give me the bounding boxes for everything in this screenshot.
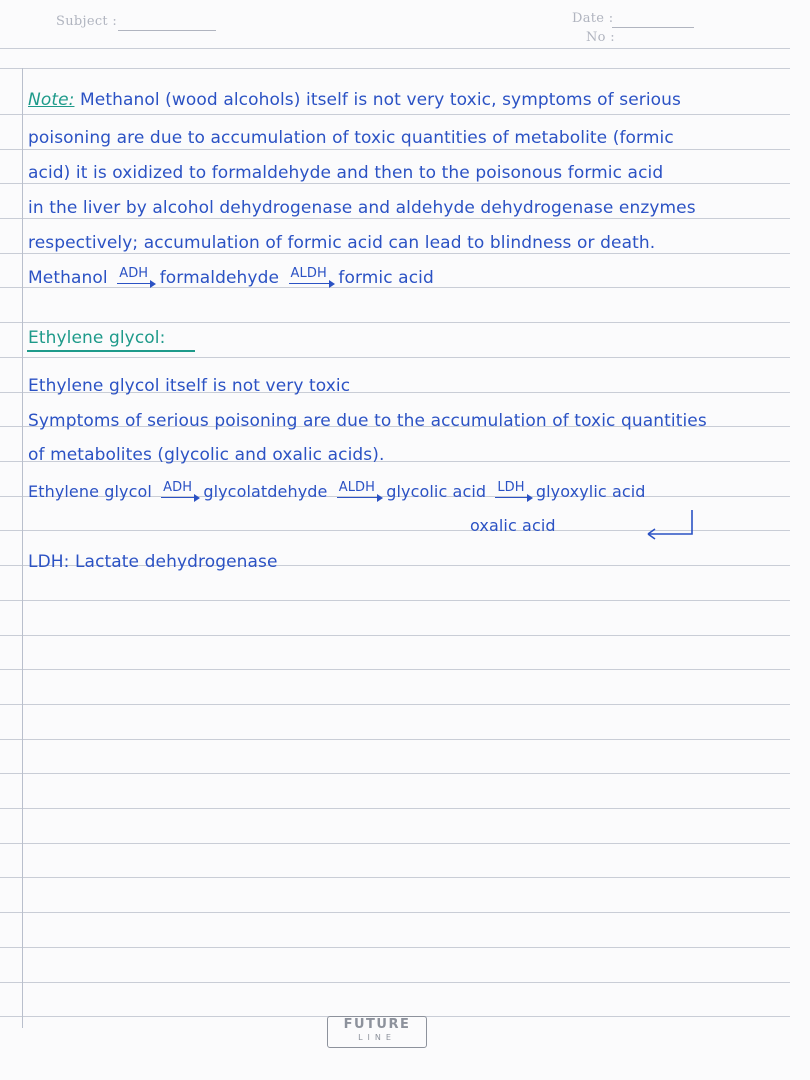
ruled-line [0,808,790,809]
date-blank [612,27,694,28]
enzyme-adh-arrow: ADH [117,266,150,284]
pathway-glyoxylic-acid: glyoxylic acid [535,482,646,501]
ruled-line [0,704,790,705]
ethylene-line-3: of metabolites (glycolic and oxalic acids). [28,445,385,465]
methanol-pathway [28,268,434,290]
ldh-definition: LDH: Lactate dehydrogenase [28,552,278,572]
enzyme-aldh-arrow: ALDH [289,266,329,284]
logo-bottom-text: LINE [358,1033,396,1042]
ruled-line [0,635,790,636]
pathway-formic-acid: formic acid [338,268,434,288]
margin-line [22,68,23,1028]
ruled-line [0,912,790,913]
pathway-glycolatdehyde: glycolatdehyde [203,482,328,501]
pathway-formaldehyde: formaldehyde [159,268,280,288]
ruled-line [0,149,790,150]
ruled-line [0,843,790,844]
page-number-label: No : [586,30,615,45]
ethylene-heading-underline [27,350,195,352]
ruled-line [0,253,790,254]
return-arrow-icon [640,508,700,540]
note-line-5: respectively; accumulation of formic acid can lead to blindness or death. [28,233,656,253]
ethylene-line-2: Symptoms of serious poisoning are due to the accumulation of toxic quantities [28,411,707,431]
subject-blank [118,30,216,31]
ruled-line [0,218,790,219]
note-line-2: poisoning are due to accumulation of toxic quantities of metabolite (formic [28,128,674,148]
ruled-line [0,982,790,983]
ruled-line [0,669,790,670]
ruled-line [0,600,790,601]
enzyme-ldh-arrow: LDH [495,480,526,498]
date-label: Date : [572,11,614,26]
ruled-line [0,357,790,358]
pathway-methanol: Methanol [28,268,108,288]
pathway-glycolic-acid: glycolic acid [386,482,487,501]
ethylene-line-1: Ethylene glycol itself is not very toxic [28,376,351,396]
subject-label: Subject : [56,14,118,29]
ruled-line [0,183,790,184]
note-line-3: acid) it is oxidized to formaldehyde and then to the poisonous formic acid [28,163,664,183]
note-line-4: in the liver by alcohol dehydrogenase and aldehyde dehydrogenase enzymes [28,198,696,218]
ethylene-heading: Ethylene glycol: [28,328,166,348]
enzyme-adh-arrow-2: ADH [161,480,194,498]
note-label: Note: [28,90,75,110]
pathway-ethylene-glycol: Ethylene glycol [28,482,152,501]
note-text-1: Methanol (wood alcohols) itself is not very toxic, symptoms of serious [80,90,682,110]
ruled-line [0,773,790,774]
ruled-line [0,48,790,49]
pathway-oxalic-acid: oxalic acid [470,516,556,535]
ruled-line [0,739,790,740]
brand-logo [327,1016,427,1048]
note-line-1 [28,90,681,110]
ruled-line [0,322,790,323]
ruled-line [0,877,790,878]
ethylene-pathway [28,482,646,504]
enzyme-aldh-arrow-2: ALDH [337,480,377,498]
ruled-line [0,947,790,948]
ruled-line [0,114,790,115]
logo-top-text: FUTURE [343,1017,411,1032]
ruled-line [0,68,790,69]
